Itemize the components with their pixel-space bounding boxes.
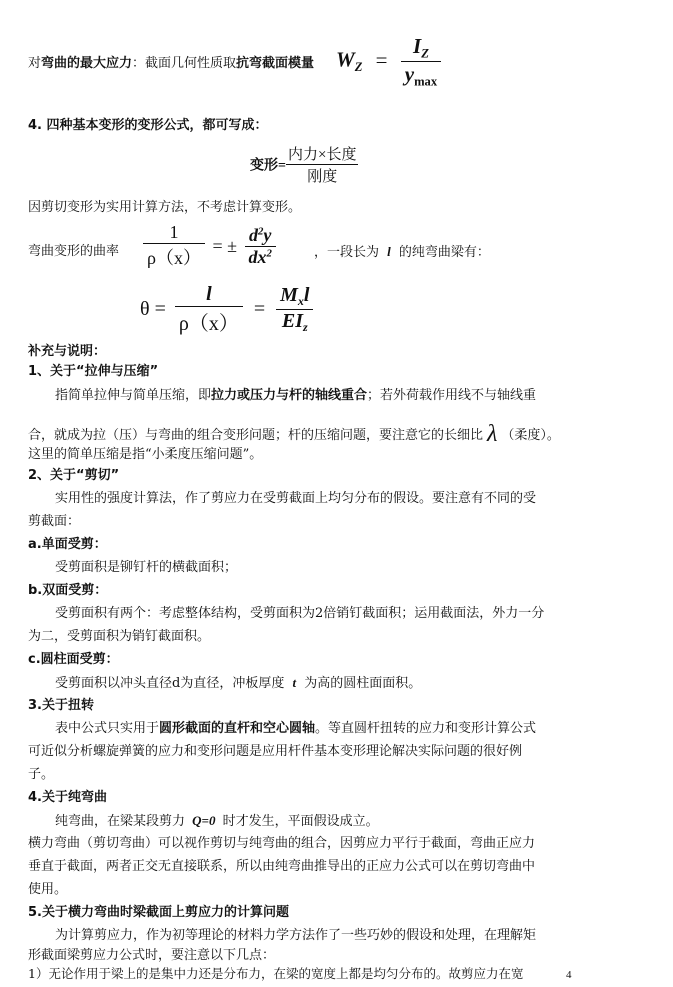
thickness-t: t	[292, 675, 297, 690]
sc-p-pre: 受剪面积以冲头直径d为直径，冲板厚度	[55, 676, 285, 691]
sc-p-post: 为高的圆柱面面积。	[304, 676, 422, 691]
section4-p3: 垂直于截面，两者正交无直接联系，所以由纯弯曲推导出的正应力公式可以在剪切弯曲中	[28, 859, 536, 874]
section3-p3: 子。	[28, 767, 55, 782]
section1-p3: 这里的简单压缩是指“小柔度压缩问题”。	[28, 447, 263, 462]
s4-p1-pre: 纯弯曲，在梁某段剪力	[55, 814, 186, 829]
section-b-title: b.双面受剪：	[28, 583, 108, 598]
curvature-one: 1	[143, 222, 205, 244]
page-number: 4	[566, 969, 572, 981]
symbol-W: W	[336, 47, 355, 72]
section-b-p1: 受剪面积有两个：考虑整体结构，受剪面积为2倍销钉截面积；运用截面法，外力一分	[55, 606, 545, 621]
s3-p1-post: 。等直圆杆扭转的应力和变形计算公式	[315, 721, 537, 736]
section4-p1	[55, 812, 379, 831]
s1-p1-bold: 拉力或压力与杆的轴线重合	[211, 388, 368, 403]
second-derivative-fraction	[245, 225, 276, 268]
theta-fraction-2	[276, 284, 313, 335]
equals-sign: =	[375, 47, 388, 72]
bold-max-bending-stress: 弯曲的最大应力	[41, 56, 133, 71]
plus-minus: = ±	[212, 235, 238, 256]
fraction-Iz-ymax	[401, 34, 441, 90]
theta-equals: =	[253, 298, 266, 320]
section2-p1: 实用性的强度计算法，作了剪应力在受剪截面上均匀分布的假设。要注意有不同的受	[55, 491, 537, 506]
s1-p2-pre: 合，就成为拉（压）与弯曲的组合变形问题；杆的压缩问题，要注意它的长细比	[28, 428, 484, 443]
curvature-tail-pre: ，一段长为	[314, 245, 380, 260]
section4-title: 4.关于纯弯曲	[28, 790, 107, 805]
theta-formula	[140, 283, 313, 336]
symbol-I-sub: Z	[421, 46, 429, 61]
section-c-p	[55, 674, 421, 693]
rigidity-sub-z: z	[303, 320, 308, 335]
deformation-formula	[250, 143, 358, 186]
text-lead: 对	[28, 56, 42, 71]
section1-p2	[28, 423, 560, 445]
theta-l2: l	[303, 283, 310, 306]
symbol-y: y	[404, 62, 415, 87]
supplement-title: 补充与说明：	[28, 344, 107, 359]
rigidity-EI: EI	[281, 310, 304, 332]
moment-M: M	[280, 283, 298, 306]
curvature-tail	[314, 243, 490, 262]
shear-Q-zero: Q=0	[192, 813, 216, 828]
text-section-property: ：截面几何性质取	[132, 56, 237, 71]
moment-sub-x: x	[297, 294, 304, 308]
section5-p1: 为计算剪应力，作为初等理论的材料力学方法作了一些巧妙的假设和处理，在理解矩	[55, 928, 537, 943]
section-b-p2: 为二，受剪面积为销钉截面积。	[28, 629, 211, 644]
theta-fraction-1	[175, 283, 243, 336]
symbol-I: I	[413, 34, 422, 58]
deformation-numerator: 内力×长度	[286, 143, 358, 165]
section-modulus-formula	[336, 34, 441, 90]
bold-section-modulus: 抗弯截面模量	[236, 56, 315, 71]
s3-p1-bold: 圆形截面的直杆和空心圆轴	[159, 721, 316, 736]
curvature-tail-post: 的纯弯曲梁有：	[398, 245, 490, 260]
curvature-label: 弯曲变形的曲率	[28, 244, 120, 259]
deformation-lhs: 变形=	[250, 158, 286, 174]
section-a-p: 受剪面积是铆钉杆的横截面积；	[55, 560, 238, 575]
dx-symbol: dx	[248, 246, 267, 267]
curvature-fraction	[143, 222, 205, 270]
d-sup: 2	[258, 225, 264, 238]
section5-p3: 1）无论作用于梁上的是集中力还是分布力，在梁的宽度上都是均匀分布的。故剪应力在宽	[28, 966, 524, 981]
lambda-symbol: λ	[487, 421, 498, 447]
max-stress-line	[28, 55, 314, 73]
section4-p4: 使用。	[28, 882, 68, 897]
dx-sup: 2	[266, 247, 272, 260]
symbol-y-sub: max	[414, 74, 438, 89]
rho-of-x: ρ（x）	[147, 248, 201, 268]
section-c-title: c.圆柱面受剪：	[28, 652, 119, 667]
s1-p1-pre: 指简单拉伸与简单压缩，即	[55, 388, 212, 403]
d-symbol: d	[249, 224, 259, 245]
theta-symbol: θ =	[140, 298, 166, 320]
deformation-denominator: 刚度	[307, 169, 338, 185]
curvature-formula	[143, 222, 276, 270]
s1-p2-post: （柔度）。	[501, 428, 560, 443]
s4-p1-post: 时才发生，平面假设成立。	[222, 814, 379, 829]
section5-title: 5.关于横力弯曲时梁截面上剪应力的计算问题	[28, 905, 289, 920]
section3-p2: 可近似分析螺旋弹簧的应力和变形问题是应用杆件基本变形理论解决实际问题的很好例	[28, 744, 523, 759]
heading-four-deformations: 4. 四种基本变形的变形公式，都可写成：	[28, 118, 268, 133]
curvature-rho	[143, 244, 205, 270]
section4-p2: 横力弯曲（剪切弯曲）可以视作剪切与纯弯曲的组合，因剪应力平行于截面，弯曲正应力	[28, 836, 536, 851]
deformation-fraction	[286, 143, 358, 186]
section5-p2: 形截面梁剪应力公式时，要注意以下几点：	[28, 948, 276, 963]
symbol-W-sub: Z	[354, 60, 363, 75]
y-symbol: y	[263, 224, 272, 245]
theta-l: l	[175, 283, 243, 307]
shear-note: 因剪切变形为实用计算方法，不考虑计算变形。	[28, 200, 302, 215]
section2-title: 2、关于“剪切”	[28, 468, 120, 483]
section1-p1	[55, 387, 536, 405]
section2-p2: 剪截面：	[28, 514, 81, 529]
theta-rho: ρ（x）	[178, 313, 239, 335]
s3-p1-pre: 表中公式只实用于	[55, 721, 160, 736]
section1-title: 1、关于“拉伸与压缩”	[28, 364, 159, 379]
s1-p1-post: ；若外荷载作用线不与轴线重	[367, 388, 537, 403]
length-l: l	[387, 244, 391, 259]
section3-title: 3.关于扭转	[28, 698, 94, 713]
section-a-title: a.单面受剪：	[28, 537, 107, 552]
section3-p1	[55, 720, 536, 738]
